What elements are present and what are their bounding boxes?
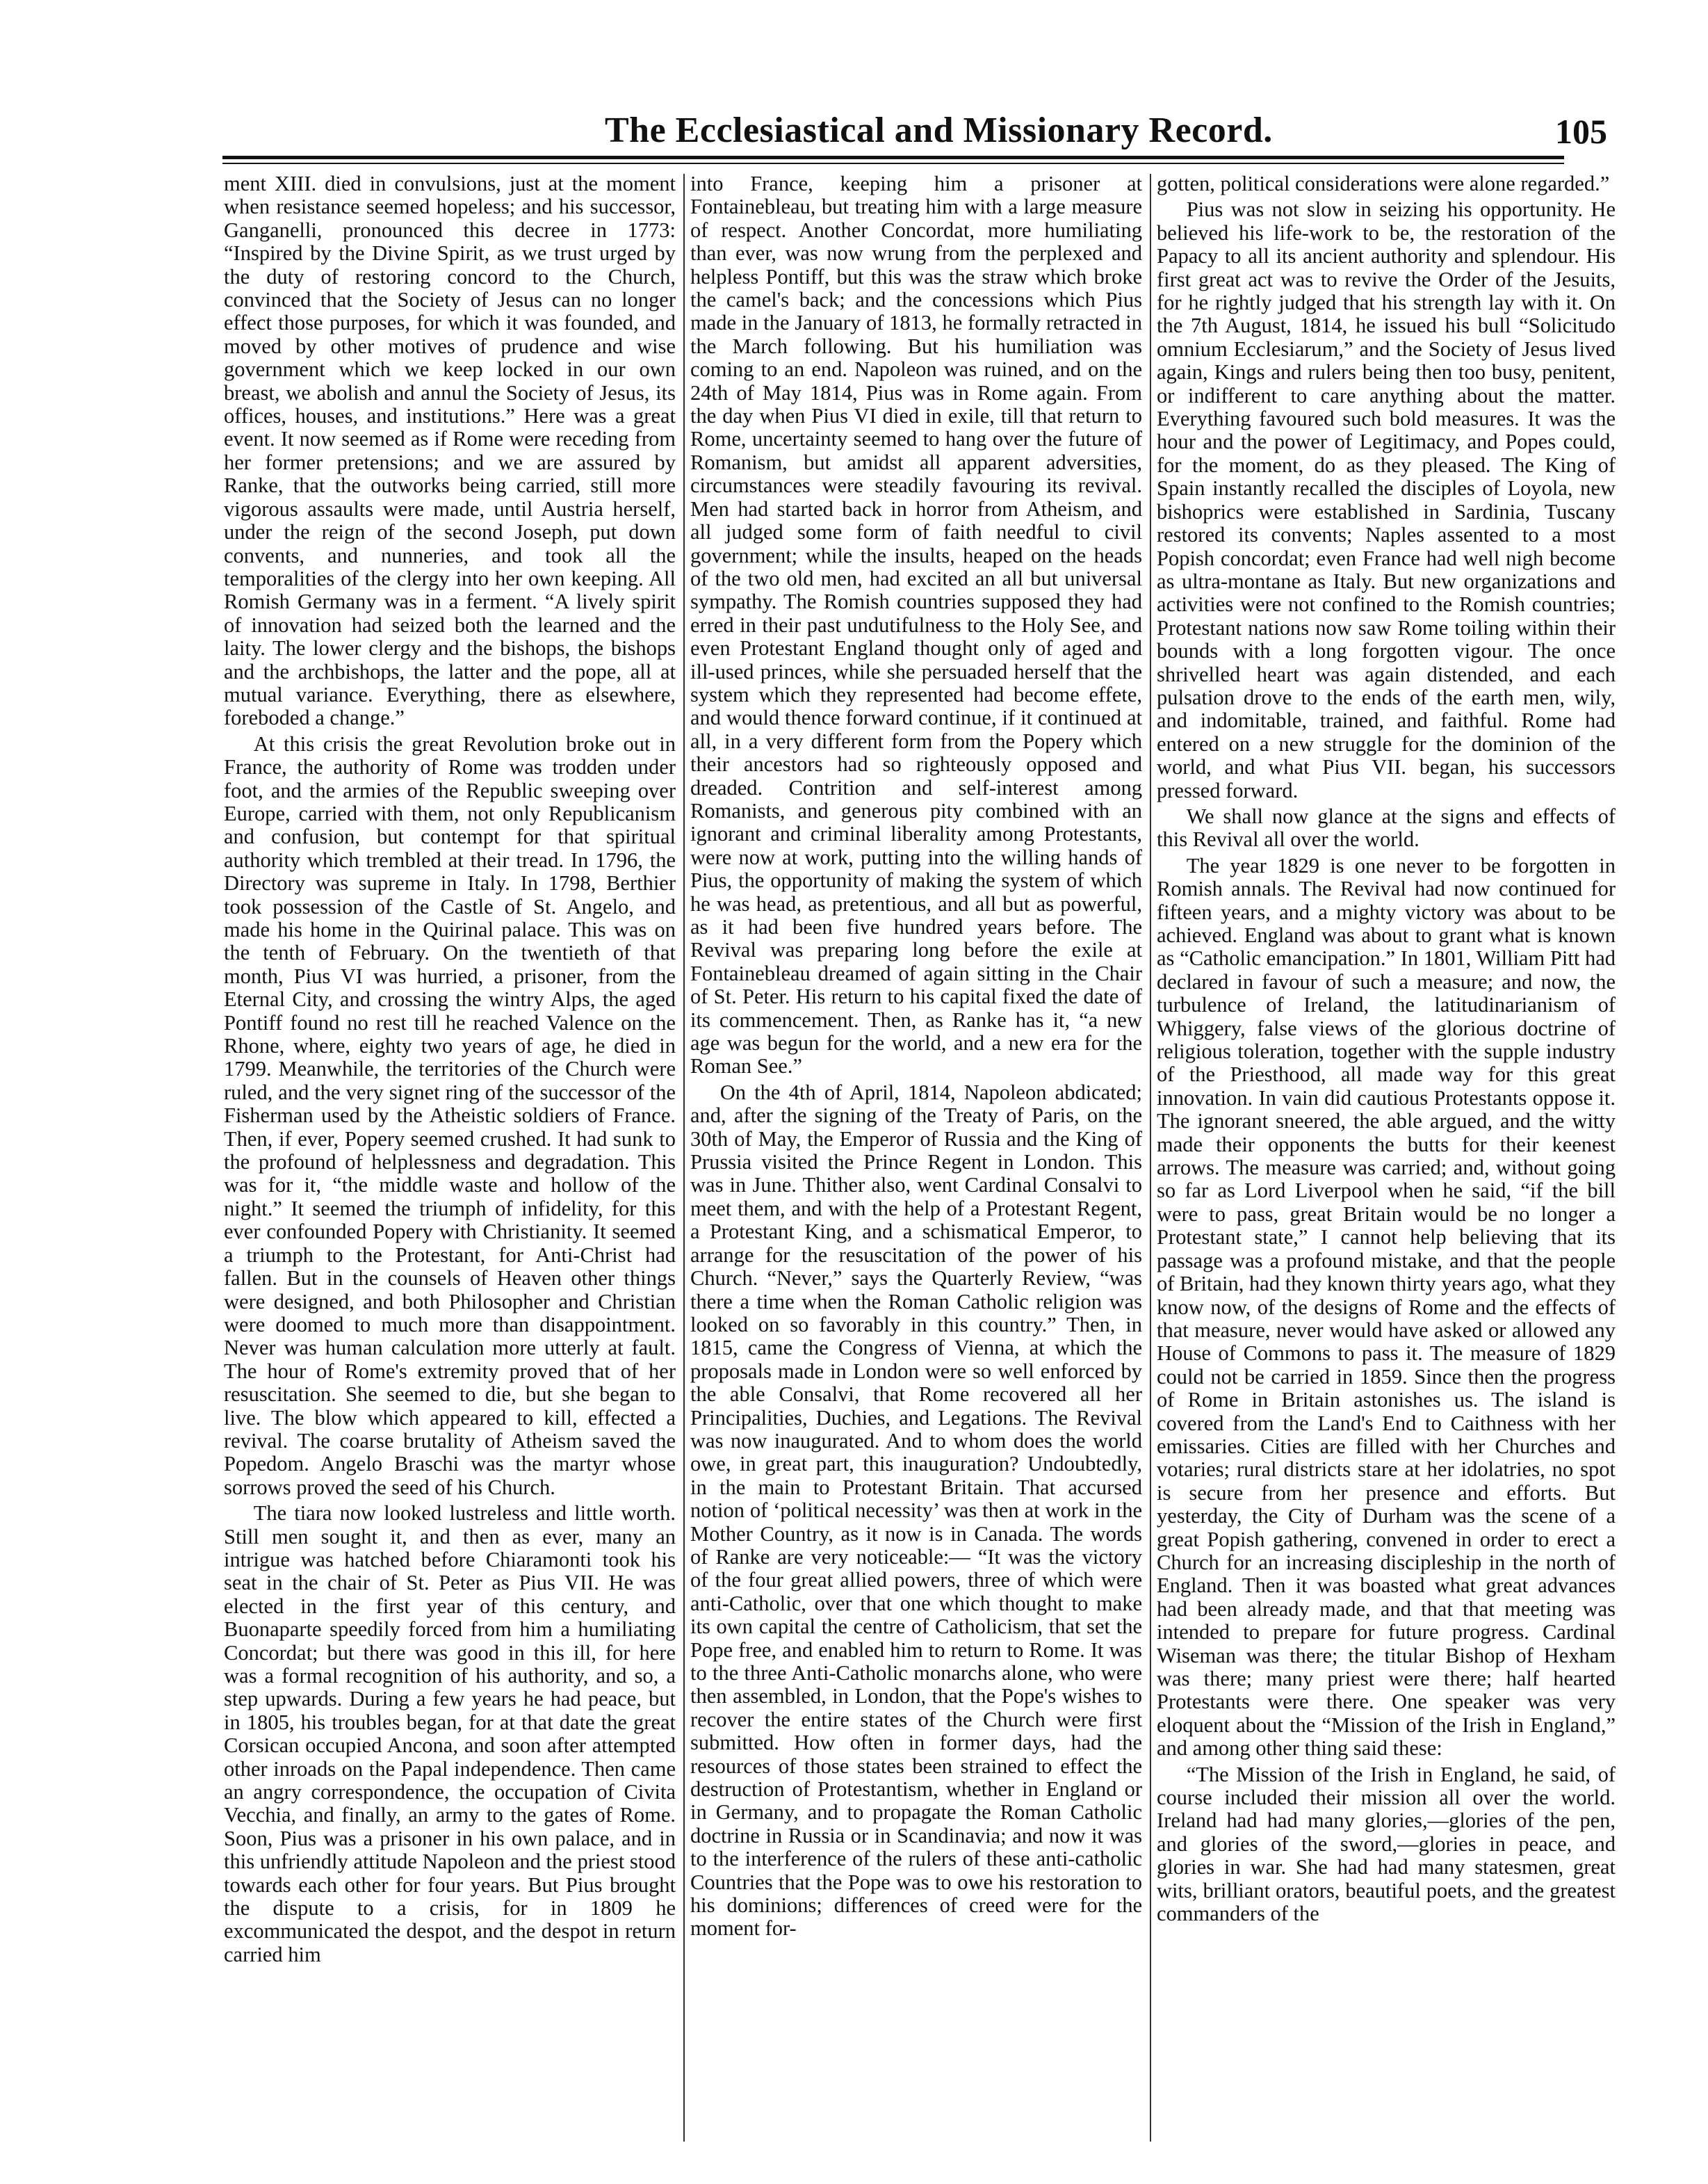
text-column-3 — [1157, 172, 1616, 2147]
paragraph: The year 1829 is one never to be forgotten in Romish annals. The Revival had now continued for fifteen years, and a mighty victory was about to be achieved. England was about to grant what is known as “Catholic emancipation.” In 1801, William Pitt had declared in favour of such a measure; and now, the turbulence of Ireland, the latitudinarianism of Whiggery, false views of the glorious doctrine of religious toleration, together with the supple industry of the Priesthood, all made way for this great innovation. In vain did cautious Protestants oppose it. The ignorant sneered, the able argued, and the witty made their opponents the butts for their keenest arrows. The measure was carried; and, without going so far as Lord Liverpool when he said, “if the bill were to pass, great Britain would be no longer a Protestant state,” I cannot help believing that its passage was a profound mistake, and that the people of Britain, had they known thirty years ago, what they know now, of the designs of Rome and the effects of that measure, never would have asked or allowed any House of Commons to pass it. The measure of 1829 could not be carried in 1859. Since then the progress of Rome in Britain astonishes us. The island is covered from the Land's End to Caithness with her emissaries. Cities are filled with her Churches and votaries; rural districts stare at her idolatries, no spot is secure from her presence and efforts. But yesterday, the City of Durham was the scene of a great Popish gathering, convened in order to erect a Church for an increasing discipleship in the north of England. Then it was boasted what great advances had been already made, and that that meeting was intended to prepare for future progress. Cardinal Wiseman was there; the titular Bishop of Hexham was there; many priest were there; half hearted Protestants were there. One speaker was very eloquent about the “Mission of the Irish in England,” and among other thing said these: — [1157, 853, 1616, 1761]
header-rule-thin — [222, 163, 1564, 164]
page-header — [209, 104, 1613, 160]
page-number: 105 — [1555, 112, 1607, 151]
paragraph: gotten, political considerations were alone regarded.” — [1157, 172, 1610, 195]
column-separator — [1150, 174, 1151, 2142]
column-separator — [683, 174, 685, 2142]
paragraph: “The Mission of the Irish in England, he said, of course included their mission all over the world. Ireland had had many glories,—glories of the pen, and glories of the sword,—glories in peace, and glories in war. She had had many statesmen, great wits, brilliant orators, beautiful poets, and the greatest commanders of the — [1157, 1762, 1616, 1926]
header-rule-thick — [222, 156, 1564, 159]
paragraph: We shall now glance at the signs and effects of this Revival all over the world. — [1157, 804, 1616, 852]
text-column-2 — [690, 172, 1142, 2147]
paragraph: The tiara now looked lustreless and little worth. Still men sought it, and then as ever, many an intrigue was hatched before Chiaramonti took his seat in the chair of St. Peter as Pius VII. He was elected in the first year of this century, and Buonaparte speedily forced from him a humiliating Concordat; but there was good in this ill, for here was a formal recognition of his authority, and so, a step upwards. During a few years he had peace, but in 1805, his troubles began, for at that date the great Corsican occupied Ancona, and soon after attempted other inroads on the Papal independence. Then came an angry correspondence, the occupation of Civita Vecchia, and finally, an army to the gates of Rome. Soon, Pius was a prisoner in his own palace, and in this unfriendly attitude Napoleon and the priest stood towards each other for four years. But Pius brought the dispute to a crisis, for in 1809 he excommunicated the despot, and the despot in return carried him — [224, 1501, 676, 1966]
paragraph: ment XIII. died in convulsions, just at the moment when resistance seemed hopeless; and his successor, Ganganelli, pronounced this decree in 1773: “Inspired by the Divine Spirit, as we trust urged by the duty of restoring concord to the Church, convinced that the Society of Jesus can no longer effect those purposes, for which it was founded, and moved by other motives of prudence and wise government which we keep locked in our own breast, we abolish and annul the Society of Jesus, its offices, houses, and institutions.” Here was a great event. It now seemed as if Rome were receding from her former pretensions; and we are assured by Ranke, that the outworks being carried, still more vigorous assaults were made, until Austria herself, under the reign of the second Joseph, put down convents, and nunneries, and took all the temporalities of the clergy into her own keeping. All Romish Germany was in a ferment. “A lively spirit of innovation had seized both the learned and the laity. The lower clergy and the bishops, the bishops and the archbishops, the latter and the pope, all at mutual variance. Everything, there as elsewhere, foreboded a change.” — [224, 172, 676, 730]
text-column-1 — [224, 172, 676, 2147]
paragraph: into France, keeping him a prisoner at Fontainebleau, but treating him with a large measure of respect. Another Concordat, more humiliating than ever, was now wrung from the perplexed and helpless Pontiff, but this was the straw which broke the camel's back; and the concessions which Pius made in the January of 1813, he formally retracted in the March following. But his humiliation was coming to an end. Napoleon was ruined, and on the 24th of May 1814, Pius was in Rome again. From the day when Pius VI died in exile, till that return to Rome, uncertainty seemed to hang over the future of Romanism, but amidst all apparent adversities, circumstances were steadily favouring its revival. Men had started back in horror from Atheism, and all judged some form of faith needful to civil government; while the insults, heaped on the heads of the two old men, had excited an all but universal sympathy. The Romish countries supposed they had erred in their past undutifulness to the Holy See, and even Protestant England thought only of aged and ill-used princes, while she persuaded herself that the system which they represented had become effete, and would thence forward continue, if it continued at all, in a very different form from the Popery which their ancestors had so righteously opposed and dreaded. Contrition and self-interest among Romanists, and generous pity combined with an ignorant and criminal liberality among Protestants, were now at work, putting into the willing hands of Pius, the opportunity of making the system of which he was head, as pretentious, and all but as powerful, as it had been five hundred years before. The Revival was preparing long before the exile at Fontainebleau dreamed of again sitting in the Chair of St. Peter. His return to his capital fixed the date of its commencement. Then, as Ranke has it, “a new age was begun for the world, and a new era for the Roman See.” — [690, 172, 1142, 1078]
paragraph: Pius was not slow in seizing his opportunity. He believed his life-work to be, the restoration of the Papacy to all its ancient authority and splendour. His first great act was to revive the Order of the Jesuits, for he rightly judged that his strength lay with it. On the 7th August, 1814, he issued his bull “Solicitudo omnium Ecclesiarum,” and the Society of Jesus lived again, Kings and rulers being then too busy, penitent, or indifferent to care anything about the matter. Everything favoured such bold measures. It was the hour and the power of Legitimacy, and Popes could, for the moment, do as they pleased. The King of Spain instantly recalled the disciples of Loyola, new bishoprics were established in Sardinia, Tuscany restored its convents; Naples assented to a most Popish concordat; even France had well nigh become as ultra-montane as Italy. But new organizations and activities were not confined to the Romish countries; Protestant nations now saw Rome toiling within their bounds with a long forgotten vigour. The once shrivelled heart was again distended, and each pulsation drove to the ends of the earth men, wily, and indomitable, trained, and faithful. Rome had entered on a new struggle for the dominion of the world, and what Pius VII. began, his successors pressed forward. — [1157, 197, 1616, 802]
paragraph: At this crisis the great Revolution broke out in France, the authority of Rome was trodden under foot, and the armies of the Republic sweeping over Europe, carried with them, not only Republicanism and confusion, but contempt for that spiritual authority which trembled at their tread. In 1796, the Directory was supreme in Italy. In 1798, Berthier took possession of the Castle of St. Angelo, and made his home in the Quirinal palace. This was on the tenth of February. On the twentieth of that month, Pius VI was hurried, a prisoner, from the Eternal City, and crossing the wintry Alps, the aged Pontiff found no rest till he reached Valence on the Rhone, where, eighty two years of age, he died in 1799. Meanwhile, the territories of the Church were ruled, and the very signet ring of the successor of the Fisherman used by the Atheistic soldiers of France. Then, if ever, Popery seemed crushed. It had sunk to the profound of helplessness and degradation. This was for it, “the middle waste and hollow of the night.” It seemed the triumph of infidelity, for this ever confounded Popery with Christianity. It seemed a triumph to the Protestant, for Anti-Christ had fallen. But in the counsels of Heaven other things were designed, and both Philosopher and Christian were doomed to much more than disappointment. Never was human calculation more utterly at fault. The hour of Rome's extremity proved that of her resuscitation. She seemed to die, but she began to live. The blow which appeared to kill, effected a revival. The coarse brutality of Atheism saved the Popedom. Angelo Braschi was the martyr whose sorrows proved the seed of his Church. — [224, 731, 676, 1499]
running-title: The Ecclesiastical and Missionary Record. — [605, 111, 1273, 150]
paragraph: On the 4th of April, 1814, Napoleon abdicated; and, after the signing of the Treaty of Paris, on the 30th of May, the Emperor of Russia and the King of Prussia visited the Prince Regent in London. This was in June. Thither also, went Cardinal Consalvi to meet them, and with the help of a Protestant Regent, a Protestant King, and a schismatical Emperor, to arrange for the resuscitation of the power of his Church. “Never,” says the Quarterly Review, “was there a time when the Roman Catholic religion was looked on so favorably in this country.” Then, in 1815, came the Congress of Vienna, at which the proposals made in London were so well enforced by the able Consalvi, that Rome recovered all her Principalities, Duchies, and Legations. The Revival was now inaugurated. And to whom does the world owe, in great part, this inauguration? Undoubtedly, in the main to Protestant Britain. That accursed notion of ‘political necessity’ was then at work in the Mother Country, as it now is in Canada. The words of Ranke are very noticeable:— “It was the victory of the four great allied powers, three of which were anti-Catholic, over that one which thought to make its own capital the centre of Catholicism, that set the Pope free, and enabled him to return to Rome. It was to the three Anti-Catholic monarchs alone, who were then assembled, in London, that the Pope's wishes to recover the entire states of the Church were first submitted. How often in former days, had the resources of those states been strained to effect the destruction of Protestantism, whether in England or in Germany, and to propagate the Roman Catholic doctrine in Russia or in Scandinavia; and now it was to the interference of the rulers of these anti-catholic Countries that the Pope was to owe his restoration to his dominions; differences of creed were for the moment for- — [690, 1080, 1142, 1941]
